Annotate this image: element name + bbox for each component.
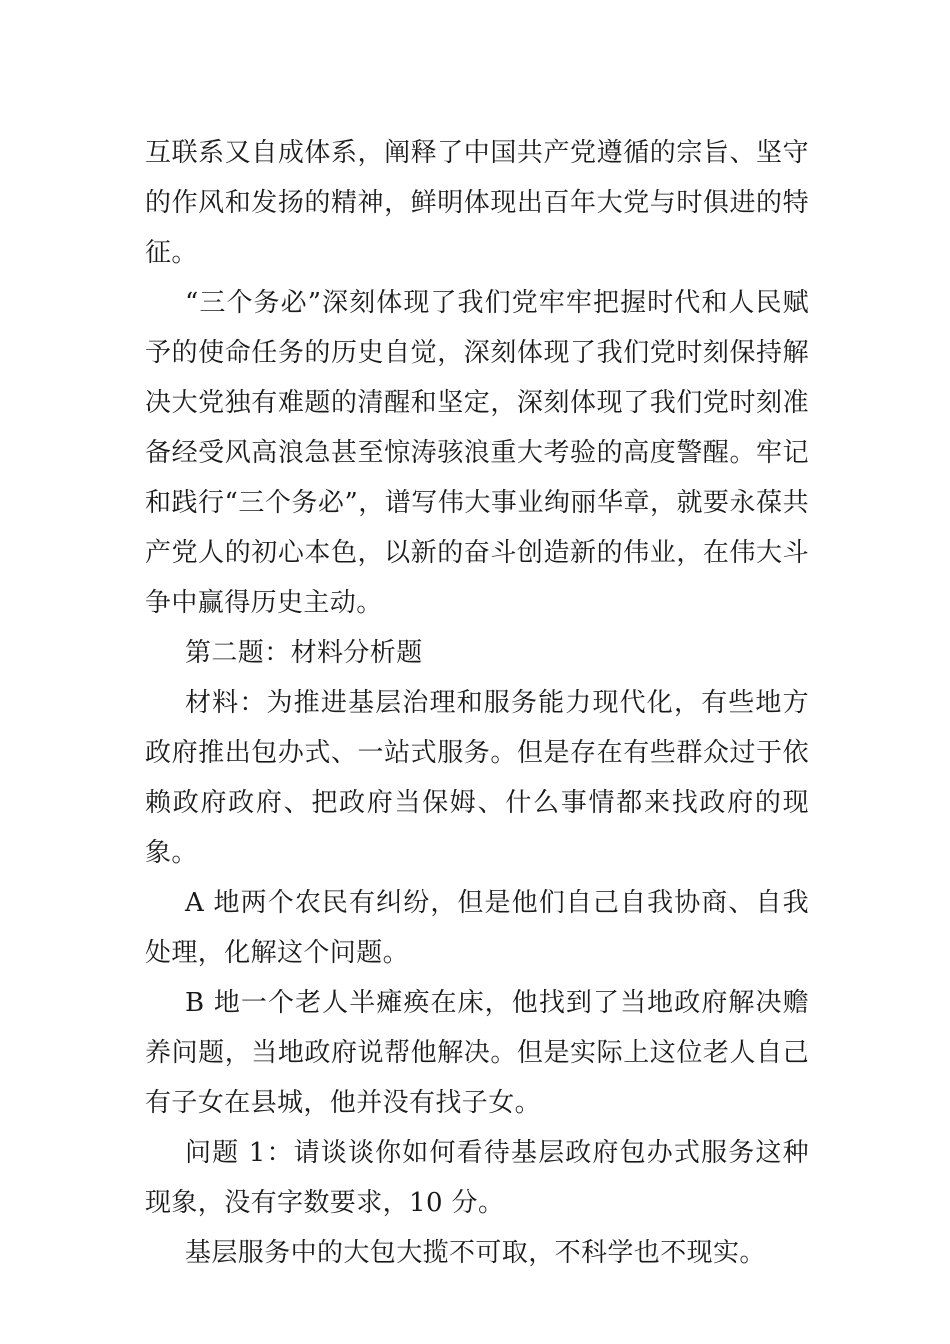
paragraph-case-a: A 地两个农民有纠纷，但是他们自己自我协商、自我处理，化解这个问题。 <box>145 888 809 968</box>
paragraph-intro-continuation: 互联系又自成体系，阐释了中国共产党遵循的宗旨、坚守的作风和发扬的精神，鲜明体现出百年大党与时俱进的特征。 <box>145 138 809 268</box>
paragraph-three-musts: “三个务必”深刻体现了我们党牢牢把握时代和人民赋予的使命任务的历史自觉，深刻体现了我们党时刻保持解决大党独有难题的清醒和坚定，深刻体现了我们党时刻准备经受风高浪急甚至惊涛骇浪重大考验的高度警醒。牢记和践行“三个务必”，谱写伟大事业绚丽华章，就要永葆共产党人的初心本色，以新的奋斗创造新的伟业，在伟大斗争中赢得历史主动。 <box>145 288 809 618</box>
paragraph-material: 材料：为推进基层治理和服务能力现代化，有些地方政府推出包办式、一站式服务。但是存在有些群众过于依赖政府政府、把政府当保姆、什么事情都来找政府的现象。 <box>145 688 809 868</box>
paragraph-answer-start: 基层服务中的大包大揽不可取，不科学也不现实。 <box>185 1238 766 1268</box>
paragraph-case-b: B 地一个老人半瘫痪在床，他找到了当地政府解决赡养问题，当地政府说帮他解决。但是实际上这位老人自己有子女在县城，他并没有找子女。 <box>145 988 809 1118</box>
document-body <box>145 128 809 1278</box>
paragraph-question-one: 问题 1：请谈谈你如何看待基层政府包办式服务这种现象，没有字数要求，10 分。 <box>145 1138 809 1218</box>
section-heading-question-two: 第二题：材料分析题 <box>185 638 423 668</box>
